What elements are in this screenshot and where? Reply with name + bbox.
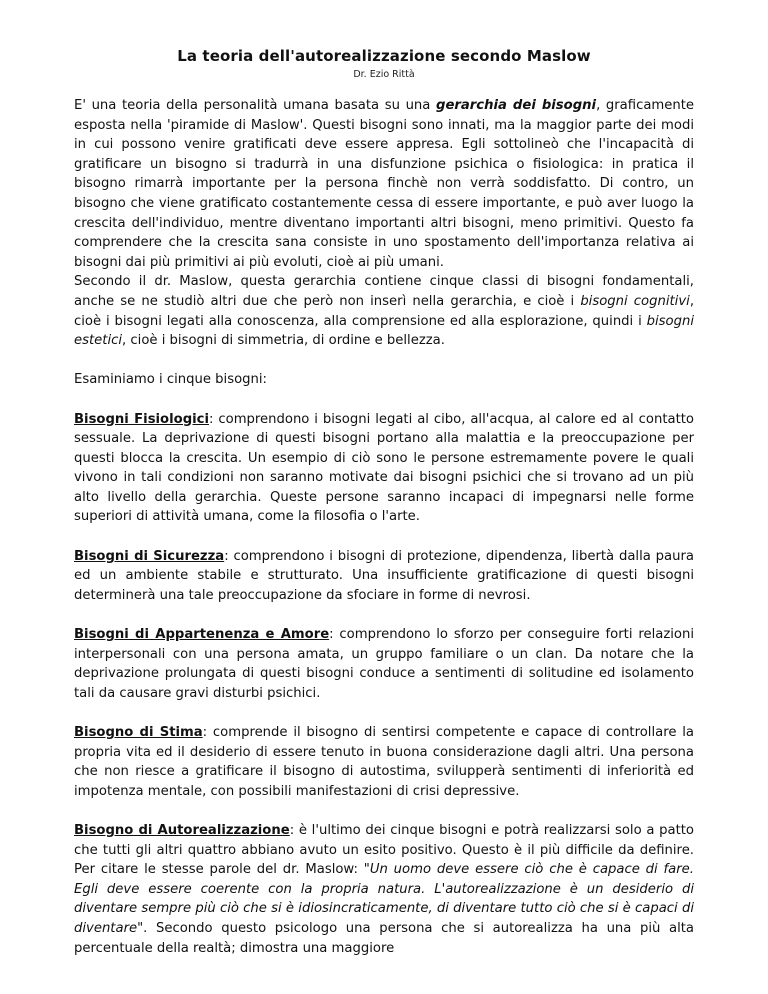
- document-body: [74, 96, 694, 958]
- intro-paragraph: E' una teoria della personalità umana basata su una gerarchia dei bisogni, graficamente esposta nella 'piramide di Maslow'. Questi bisogni sono innati, ma la maggior parte dei modi in cui possono venire gratificati deve essere appresa. Egli sottolineò che l'incapacità di gratificare un bisogno si tradurrà in una disfunzione psichica o fisiologica: in pratica il bisogno rimarrà importante per la persona finchè non verrà soddisfatto. Di contro, un bisogno che viene gratificato costantemente cessa di essere importante, e può aver luogo la crescita dell'individuo, mentre diventano importanti altri bisogni, meno primitivi. Questo fa comprendere che la crescita sana consiste in uno spostamento dell'importanza relativa ai bisogni dai più primitivi ai più evoluti, cioè ai più umani.: [74, 98, 695, 270]
- section-heading: Bisogno di Stima: [74, 725, 203, 740]
- section-sicurezza: Bisogni di Sicurezza: comprendono i bisogni di protezione, dipendenza, libertà dalla paura ed un ambiente stabile e strutturato. Una insufficiente gratificazione di questi bisogni determinerà una tale preoccupazione da sfociare in forme di nevrosi.: [74, 548, 694, 603]
- section-appartenenza: Bisogni di Appartenenza e Amore: comprendono lo sforzo per conseguire forti relazioni interpersonali con una persona amata, un gruppo familiare o un clan. Da notare che la deprivazione prolungata di questi bisogni conduce a sentimenti di solitudine ed isolamento tali da causare gravi disturbi psichici.: [74, 627, 694, 701]
- section-fisiologici: Bisogni Fisiologici: comprendono i bisogni legati al cibo, all'acqua, al calore ed al contatto sessuale. La deprivazione di questi bisogni portano alla malattia e la preoccupazione per questi blocca la crescita. Un esempio di ciò sono le persone estremamente povere le quali vivono in tali condizioni non saranno motivate dai bisogni psichici che si trovano ad un più alto livello della gerarchia. Queste persone saranno incapaci di impegnarsi nelle forme superiori di attività umana, come la filosofia o l'arte.: [74, 411, 694, 525]
- document-author: Dr. Ezio Rittà: [353, 69, 415, 80]
- emphasis-bisogni-estetici: bisogni estetici: [74, 313, 694, 349]
- emphasis-gerarchia: gerarchia dei bisogni: [436, 98, 597, 113]
- section-heading: Bisogni di Appartenenza e Amore: [74, 627, 330, 643]
- emphasis-bisogni-cognitivi: bisogni cognitivi: [580, 293, 690, 309]
- section-heading: Bisogni di Sicurezza: [74, 548, 225, 564]
- maslow-quote: Un uomo deve essere ciò che è capace di fare. Egli deve essere coerente con la propria natura. L'autorealizzazione è un desiderio di diventare sempre più ciò che si è idiosincraticamente, di diventare tutto ciò che si è capaci di diventare: [74, 862, 694, 936]
- intro-paragraph-2: Secondo il dr. Maslow, questa gerarchia contiene cinque classi di bisogni fondamentali, anche se ne studiò altri due che però non inserì nella gerarchia, e cioè i bisogni cognitivi, cioè i bisogni legati alla conoscenza, alla comprensione ed alla esplorazione, quindi i bisogni estetici, cioè i bisogni di simmetria, di ordine e bellezza.: [74, 274, 695, 349]
- examine-line: Esaminiamo i cinque bisogni:: [74, 372, 267, 388]
- section-autorealizzazione: Bisogno di Autorealizzazione: è l'ultimo dei cinque bisogni e potrà realizzarsi solo a patto che tutti gli altri quattro abbiano avuto un esito positivo. Questo è il più difficile da definire. Per citare le stesse parole del dr. Maslow: "Un uomo deve essere ciò che è capace di fare. Egli deve essere coerente con la propria natura. L'autorealizzazione è un desiderio di diventare sempre più ciò che si è idiosincraticamente, di diventare tutto ciò che si è capaci di diventare". Secondo questo psicologo una persona che si autorealizza ha una più alta percentuale della realtà; dimostra una maggiore: [74, 822, 694, 956]
- section-heading: Bisogni Fisiologici: [74, 411, 209, 427]
- document-title: La teoria dell'autorealizzazione secondo Maslow: [177, 47, 591, 65]
- section-heading: Bisogno di Autorealizzazione: [74, 822, 290, 838]
- section-stima: Bisogno di Stima: comprende il bisogno di sentirsi competente e capace di controllare la propria vita ed il desiderio di essere tenuto in buona considerazione dagli altri. Una persona che non riesce a gratificare il bisogno di autostima, svilupperà sentimenti di inferiorità ed impotenza mentale, con possibili manifestazioni di crisi depressive.: [74, 725, 694, 799]
